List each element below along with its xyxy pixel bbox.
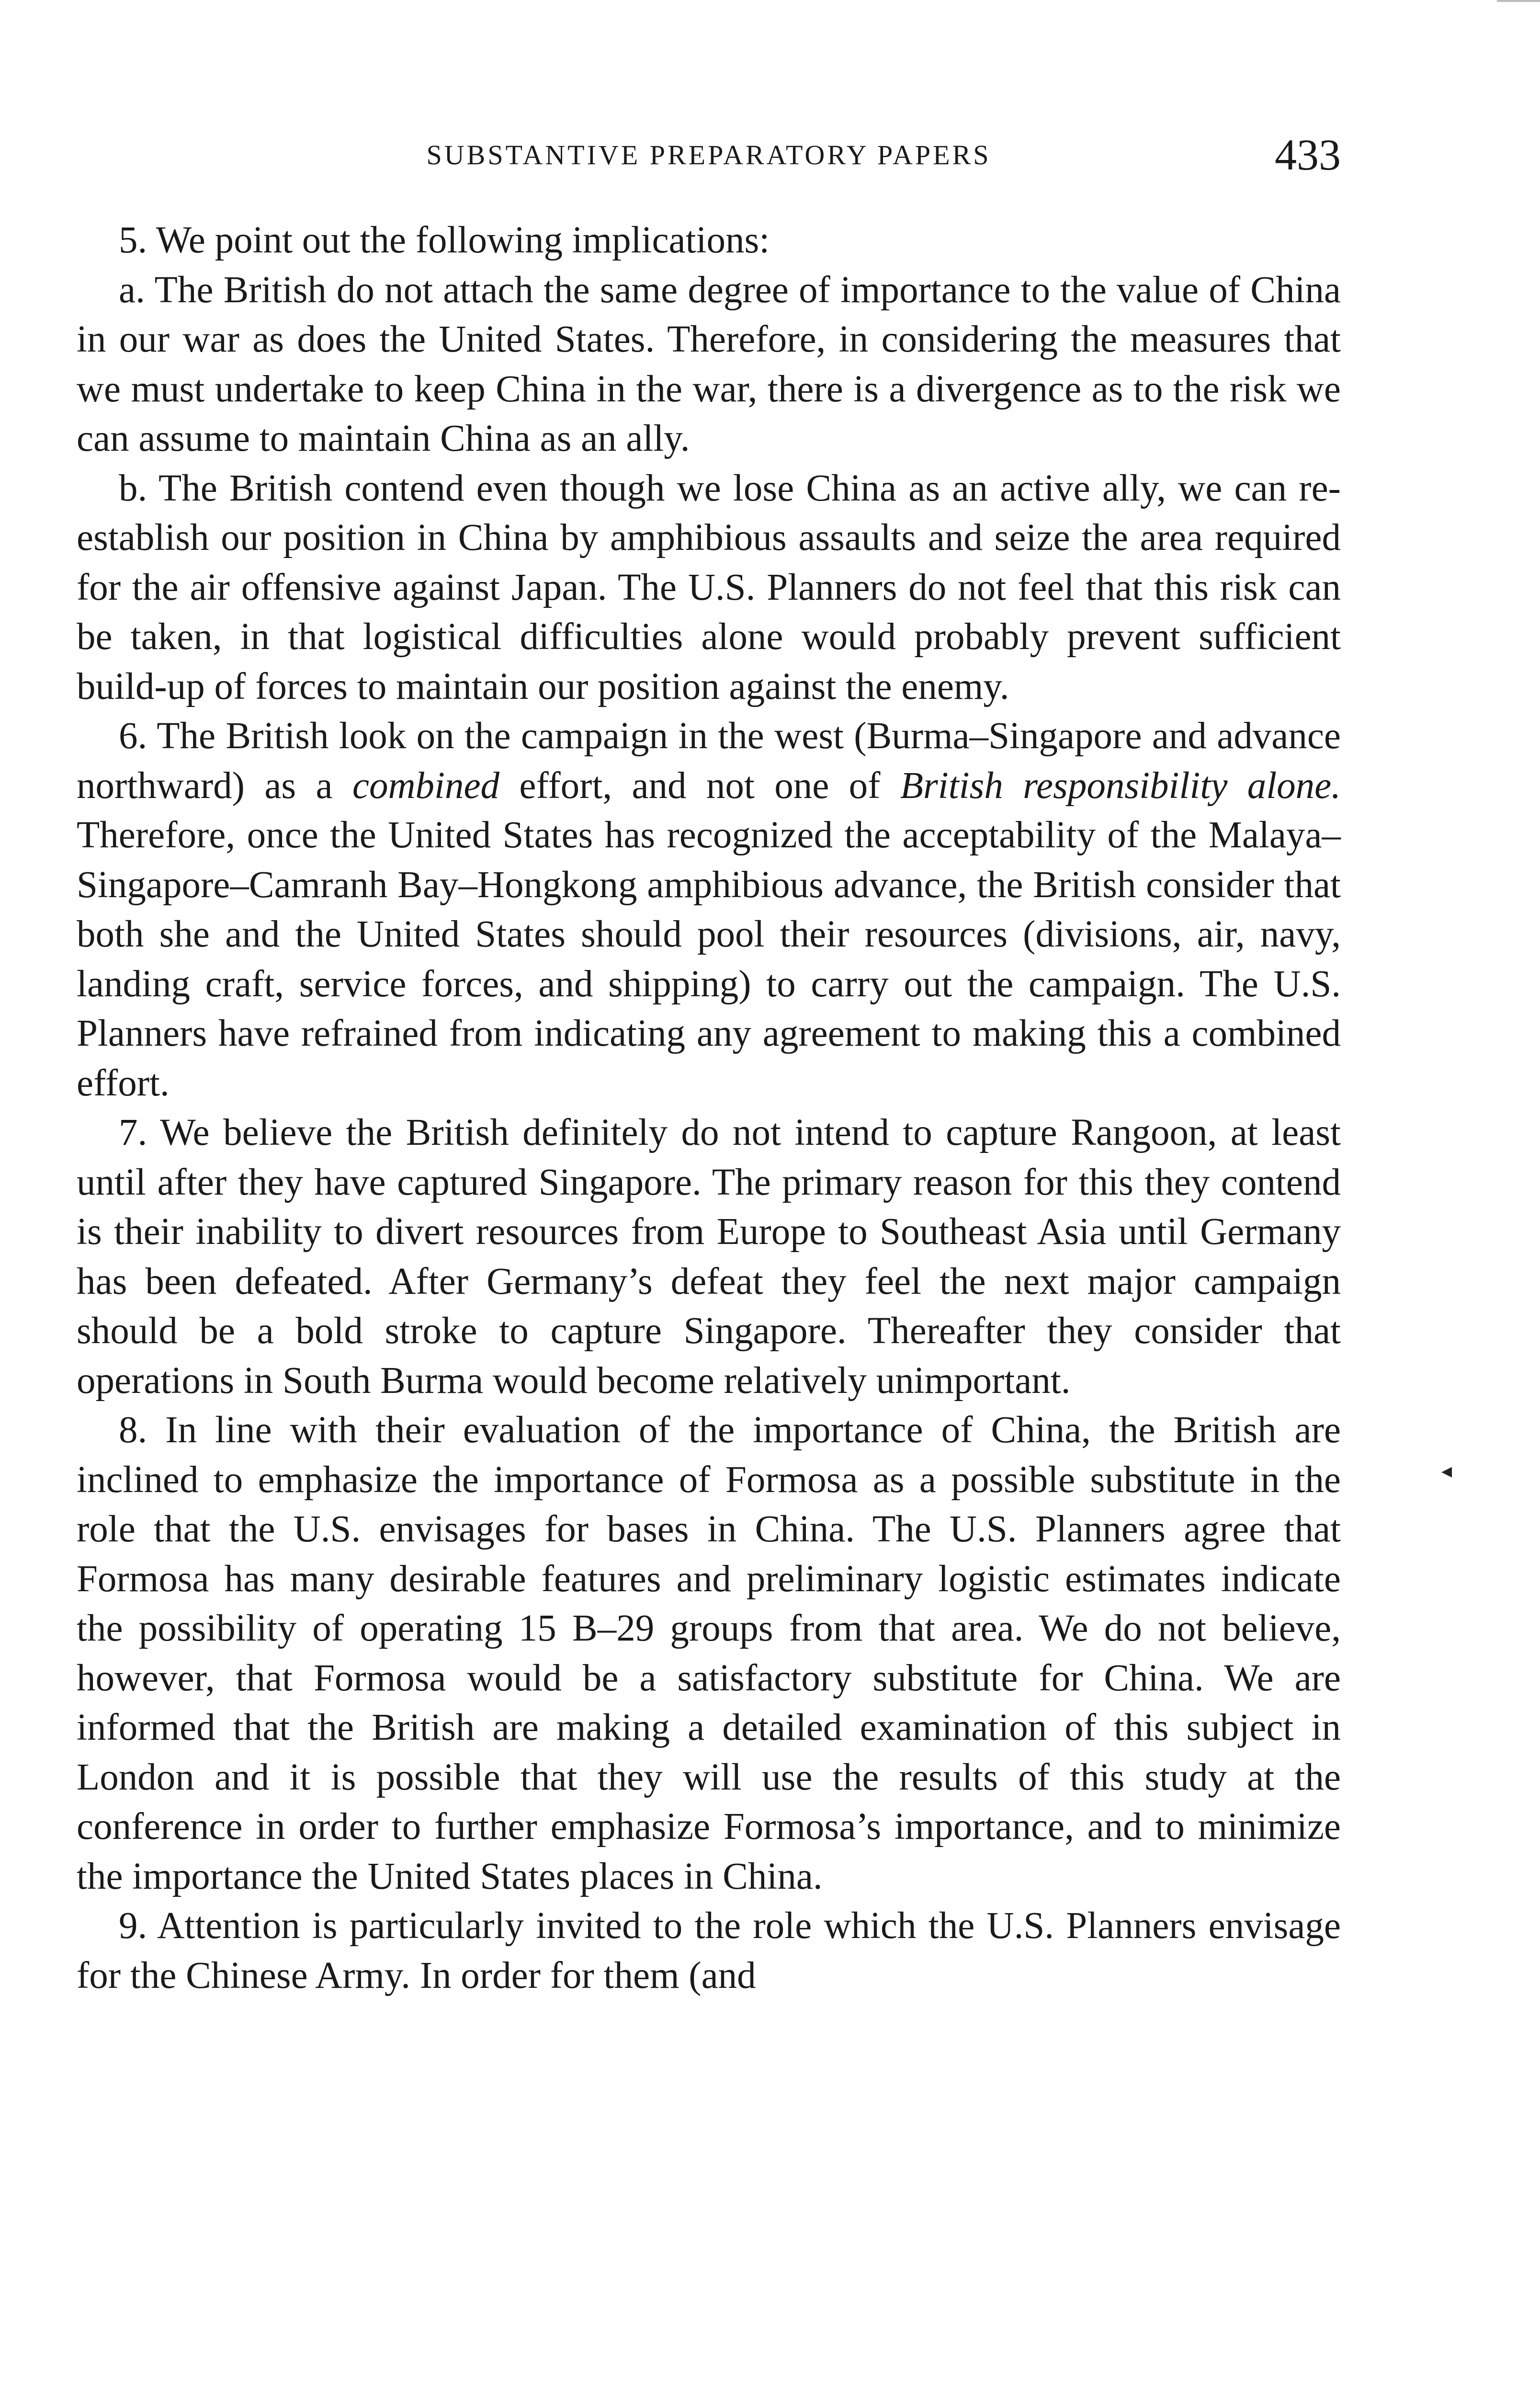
paragraph-6-part-1: 6. The British look on the campaign in the west (Burma–Singapore and advance northward) as a	[77, 715, 1341, 807]
margin-arrow-mark: ◂	[1441, 1459, 1452, 1483]
page-header	[77, 129, 1341, 196]
paragraph-7: 7. We believe the British definitely do not intend to capture Rangoon, at least until after they have captured Singapore. The primary reason for this they contend is their inability to divert resources from Europe to Southeast Asia until Germany has been defeated. After Germany’s defeat they feel the next major campaign should be a bold stroke to capture Singapore. Thereafter they consider that operations in South Burma would become relatively unimportant.	[77, 1112, 1341, 1402]
paragraph-6-part-3: Therefore, once the United States has recognized the acceptability of the Malaya–Singapore–Camranh Bay–Hongkong amphibious advance, the British consider that both she and the United States should pool their resources (divisions, air, navy, landing craft, service forces, and shipping) to carry out the campaign. The U.S. Planners have refrained from indicating any agreement to making this a combined effort.	[77, 814, 1341, 1104]
paragraph-6-italic-british-responsibility: British responsibility alone.	[900, 764, 1341, 807]
body-text	[77, 216, 1341, 2000]
paragraph-5b: b. The British contend even though we lose China as an active ally, we can re-establish our position in China by amphibious assaults and seize the area required for the air offensive against Japan. The U.S. Planners do not feel that this risk can be taken, in that logistical difficulties alone would probably prevent sufficient build-up of forces to maintain our position against the enemy.	[77, 467, 1341, 707]
scan-edge-line	[1497, 0, 1540, 2]
paragraph-9: 9. Attention is particularly invited to the role which the U.S. Planners envisage for the Chinese Army. In order for them (and	[77, 1905, 1341, 1996]
running-head: SUBSTANTIVE PREPARATORY PAPERS	[426, 139, 991, 171]
paragraph-8: 8. In line with their evaluation of the importance of China, the British are inclined to emphasize the importance of Formosa as a possible substitute in the role that the U.S. envisages for bases in China. The U.S. Planners agree that Formosa has many desirable features and preliminary logistic estimates indicate the possibility of operating 15 B–29 groups from that area. We do not believe, however, that Formosa would be a satisfactory substitute for China. We are informed that the British are making a detailed examination of this subject in London and it is possible that they will use the results of this study at the conference in order to further emphasize Formosa’s importance, and to minimize the importance the United States places in China.	[77, 1409, 1341, 1897]
page-number: 433	[1275, 130, 1341, 179]
paragraph-6-italic-combined: combined	[352, 764, 500, 807]
paragraph-5: 5. We point out the following implications:	[119, 219, 770, 261]
paragraph-6	[77, 711, 1341, 1108]
paragraph-6-part-2: effort, and not one of	[499, 764, 900, 807]
paragraph-5a: a. The British do not attach the same degree of importance to the value of China in our war as does the United States. Therefore, in considering the measures that we must undertake to keep China in the war, there is a divergence as to the risk we can assume to maintain China as an ally.	[77, 269, 1341, 459]
